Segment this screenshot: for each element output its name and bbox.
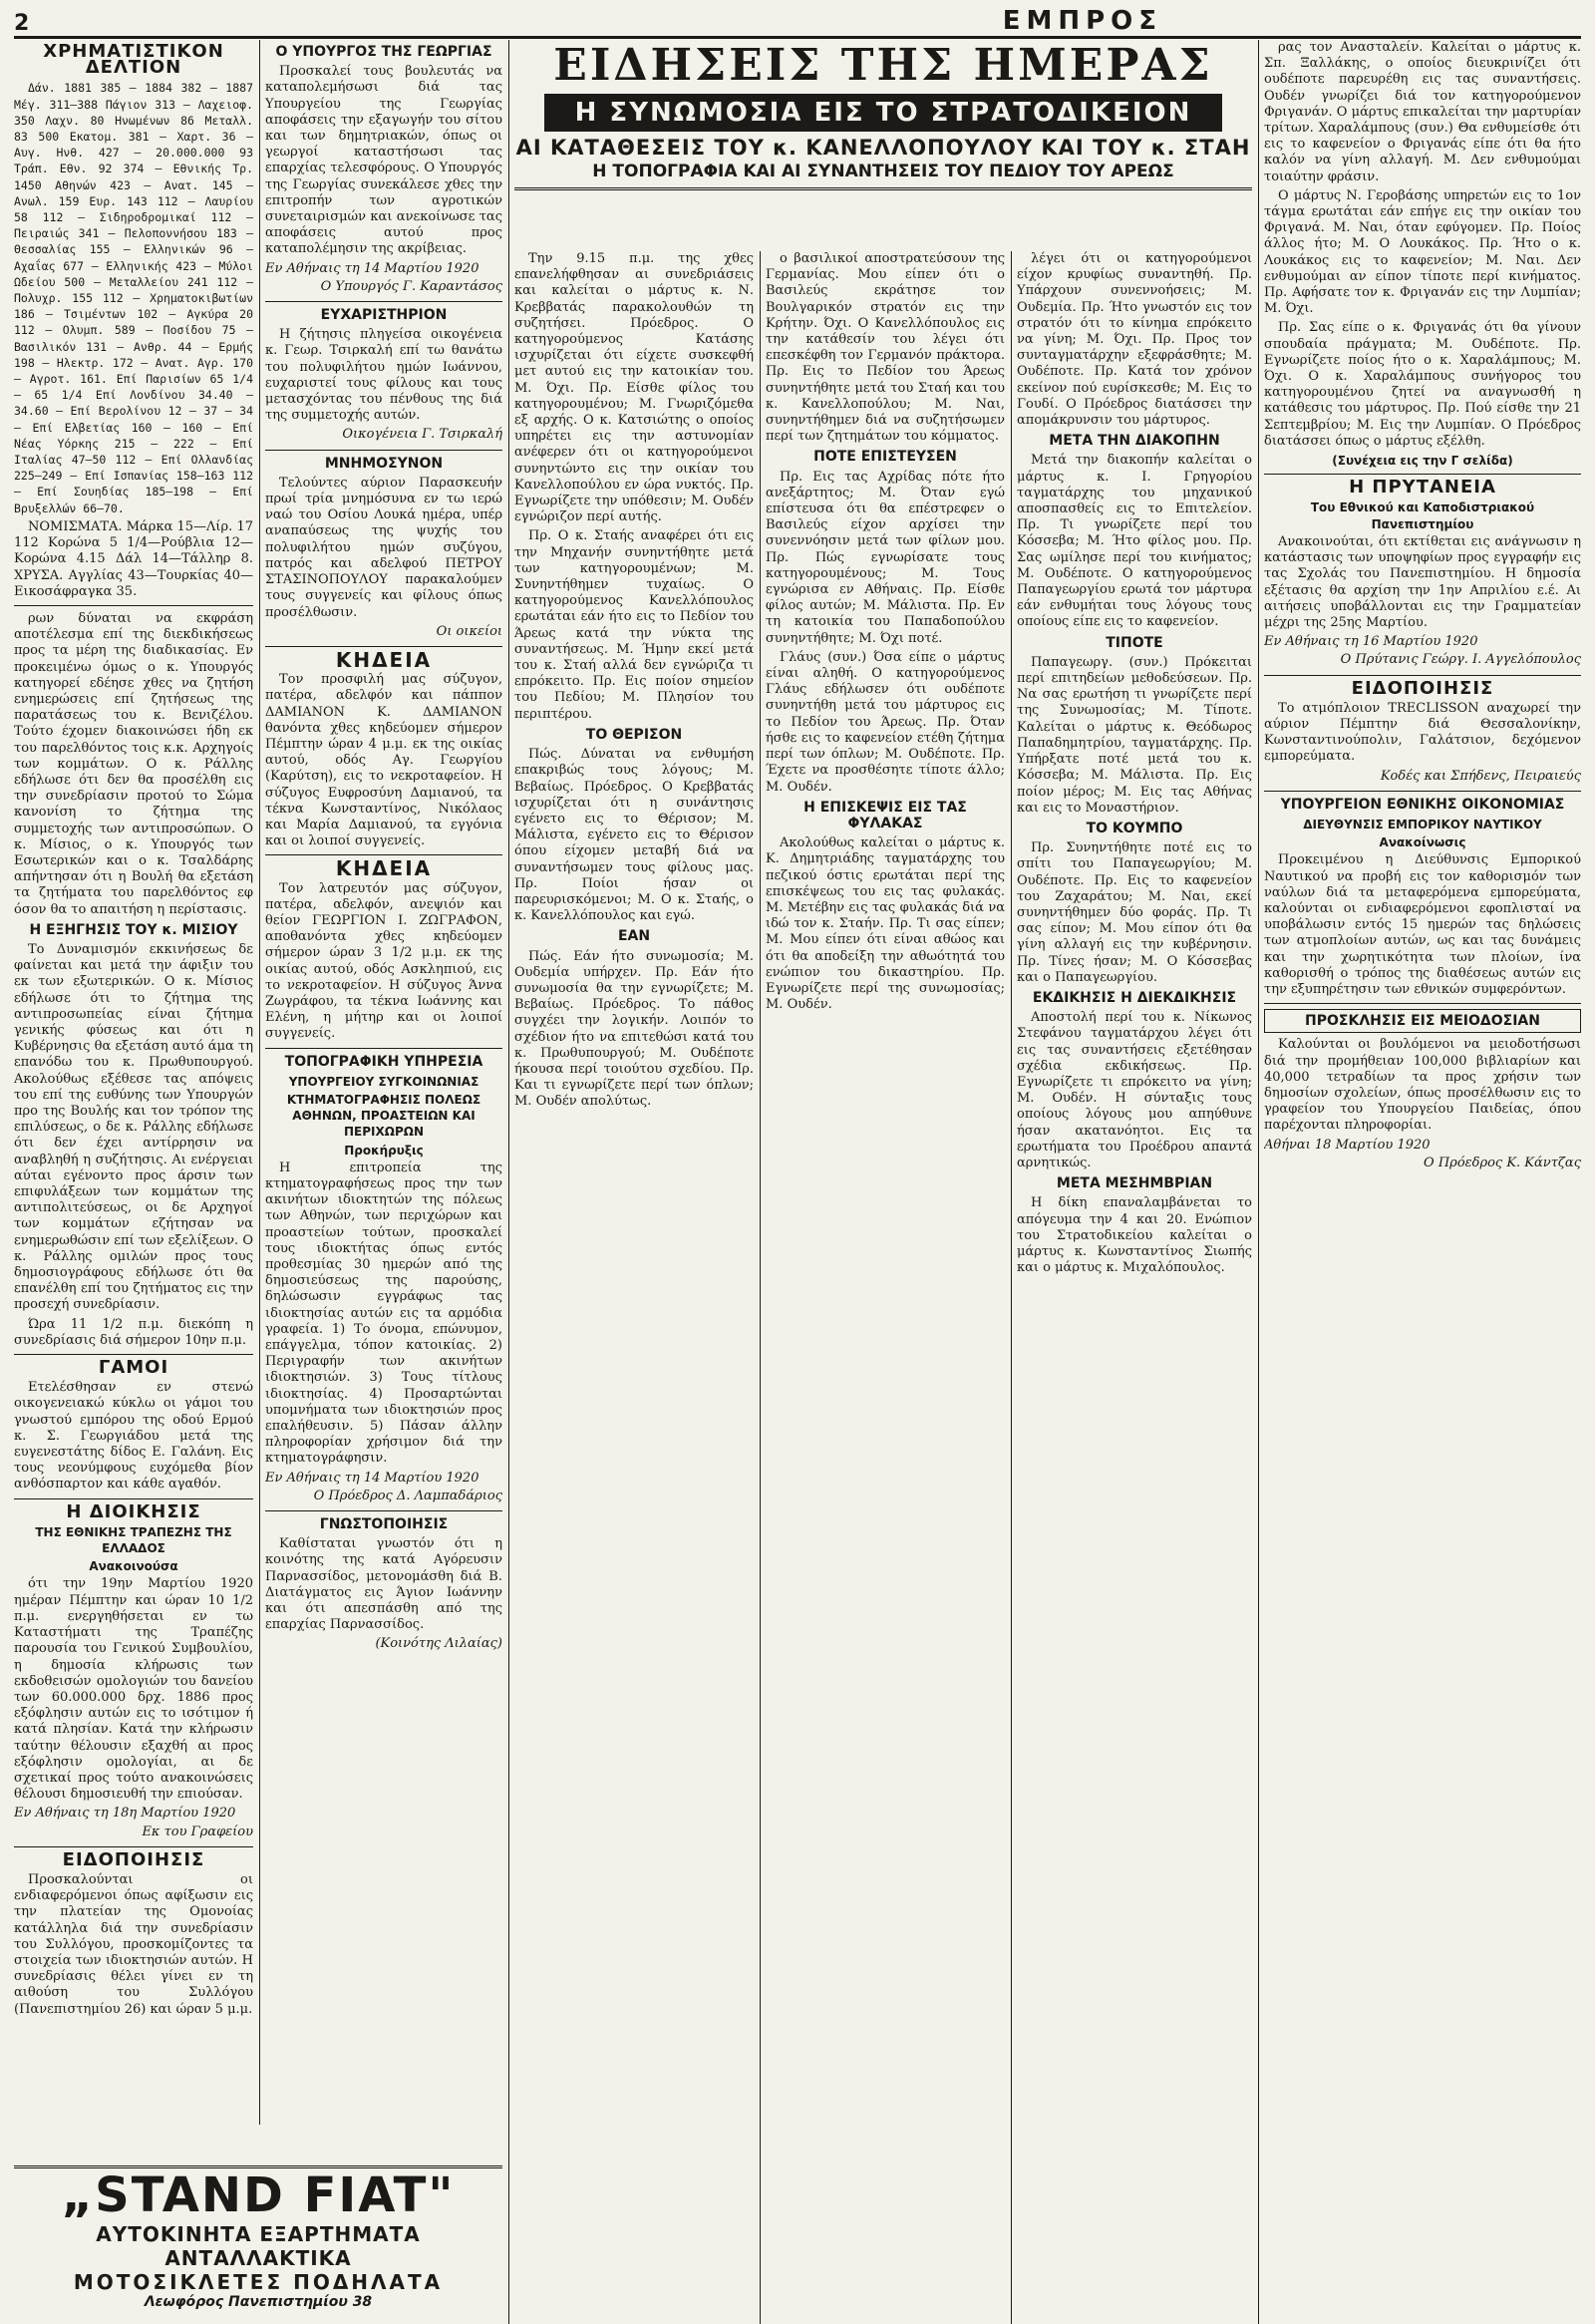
- thanks-title: ΕΥΧΑΡΙΣΤΗΡΙΟΝ: [320, 307, 448, 324]
- col5-text-6: Η δίκη επαναλαμβάνεται το απόγευμα την 4 και 20. Ενώπιον του Στρατοδικείου καλείται ο μάρτυς κ. Κωνσταντίνος Σιωπής και ο μάρτυς κ. Μιχαλόπουλος.: [1017, 1195, 1252, 1276]
- col5-title-3: ΤΙΠΟΤΕ: [1106, 634, 1163, 651]
- column-rule: [760, 251, 761, 2324]
- gnost-text: Καθίσταται γνωστόν ότι η κοινότης της κατά Αγόρευσιν Παρνασσίδος, μετονομάσθη διά Β. Διατάγματος εις Άγιον Ιωάννην και ότι απεσπάσθη από της επαρχίας Παρνασσίδος.: [265, 1536, 502, 1633]
- headline-subtitle-2: Η ΤΟΠΟΓΡΑΦΙΑ ΚΑΙ ΑΙ ΣΥΝΑΝΤΗΣΕΙΣ ΤΟΥ ΠΕΔΙΟΥ ΤΟΥ ΑΡΕΩΣ: [592, 162, 1174, 181]
- gnost-signature: (Κοινότης Λιλαίας): [375, 1636, 502, 1652]
- column-5: [1017, 251, 1252, 2324]
- nav-subtitle-2: Ανακοίνωσις: [1379, 835, 1466, 850]
- bank-text: ότι την 19ην Μαρτίου 1920 ημέραν Πέμπτην και ώραν 10 1/2 π.μ. ενεργηθήσεται εν τω Καταστήματι της Τραπέζης παρουσία του Γενικού Συμβουλίου, η δημοσία κλήρωσις των εκδοθεισών ομολογιών του δανείου των 60.000.000 δρχ. 1886 προς εξόφλησιν αυτών εις το ισότιμον ή κατά πλησίαν. Κατά την κλήρωσιν ταύτην θέλουσιν εξαχθή αι προς εξόφλησιν ομολογίαι, αι δε σχετικαί προς τούτο ανακοινώσεις θέλουσι δημοσιευθή την επιούσαν.: [14, 1576, 253, 1803]
- divider: [265, 301, 502, 302]
- thanks-text: Η ζήτησις πληγείσα οικογένεια κ. Γεωρ. Τσιρκαλή επί τω θανάτω του πολυφιλήτου ημών Ιωάννου, ευχαριστεί τους φίλους και τους μετασχόντας του πένθους της διά της συμμετοχής αυτών.: [265, 327, 502, 424]
- nav-subtitle: ΔΙΕΥΘΥΝΣΙΣ ΕΜΠΟΡΙΚΟΥ ΝΑΥΤΙΚΟΥ: [1303, 817, 1542, 831]
- topo-subtitle-3: Προκήρυξις: [344, 1143, 424, 1158]
- divider: [1264, 474, 1581, 475]
- thanks-signature: Οικογένεια Γ. Τσιρκαλή: [342, 427, 502, 443]
- col6-text-2: Ο μάρτυς Ν. Γεροβάσης υπηρετών εις το 1ον τάγμα ερωτάται εάν επήγε εις την οικίαν του Φριγανά. Μ. Ναι, όταν εφύγομεν. Πρ. Ποίος άλλος ήτο; Μ. Ο Λουκάκος. Πρ. Ήτο ο κ. Λουκάκος εις το καφενείον; Μ. Ναι. Δεν ενθυμούμαι αν είπον τίποτε περί κινήματος. Πρ. Αφήσατε τον κ. Φριγανάν εις την Λυμπίαν; Μ. Όχι.: [1264, 187, 1581, 317]
- bank-subtitle-2: Ανακοινούσα: [89, 1559, 178, 1574]
- minister-title: Ο ΥΠΟΥΡΓΟΣ ΤΗΣ ΓΕΩΡΓΙΑΣ: [275, 44, 492, 60]
- divider: [1264, 1003, 1581, 1004]
- divider: [14, 1498, 253, 1499]
- gamoi-text: Ετελέσθησαν εν στενώ οικογενειακώ κύκλω οι γάμοι του γνωστού εμπόρου της οδού Ερμού κ. Σ. Γεωργιάδου μετά της ευγενεστάτης δίδος Ε. Γαλάνη. Εις τους νεονύμφους ευχόμεθα βίον ανθόσπαρτον και κάθε αγαθόν.: [14, 1380, 253, 1493]
- topo-date: Εν Αθήναις τη 14 Μαρτίου 1920: [265, 1470, 479, 1486]
- therison-title: ΤΟ ΘΕΡΙΣΟΝ: [585, 726, 683, 743]
- ean-text: Πώς. Εάν ήτο συνωμοσία; Μ. Ουδεμία υπήρχεν. Πρ. Εάν ήτο συνωμοσία θα την εγνωρίζετε; Μ. Βεβαίως. Πρόεδρος. Το πάθος συγχέει την λογικήν. Λοιπόν το σχέδιον ήτο να επιτεθώσι κατά του κ. Πρωθυπουργού; Μ. Ουδέποτε ήκουσα περί τοιούτου σχεδίου. Πρ. Και τι εγνωρίζετε περί των όπλων; Μ. Ουδέν απολύτως.: [514, 948, 754, 1110]
- col4-text-1: ο βασιλικοί αποστρατεύσουν της Γερμανίας. Μου είπεν ότι ο Βασιλεύς εκράτησε τον Βουλγαρικόν στρατόν εις την Κρήτην. Όχι. Ο Κανελλόπουλος εις την κατάθεσίν του λέγει ότι επεσκέφθη τον Γερμανόν πράκτορα. Πρ. Εις το Πεδίον του Άρεως συνηντήθητε μετά του Σταή και του κ. Κανελλοπούλου; Μ. Ναι, συνηντήθημεν διά να συζητήσωμεν περί των ζητημάτων του κόμματος.: [766, 251, 1005, 445]
- kideia-1-title: ΚΗΔΕΙΑ: [335, 647, 433, 672]
- mnim-title: ΜΝΗΜΟΣΥΝΟΝ: [324, 455, 444, 472]
- fiat-line-3: ΜΟΤΟΣΙΚΛΕΤΕΣ ΠΟΔΗΛΑΤΑ: [73, 2270, 444, 2294]
- paper-signature: Ο Πρόεδρος Κ. Κάντζας: [1424, 1155, 1581, 1170]
- minister-signature: Ο Υπουργός Γ. Καραντάσος: [320, 278, 502, 294]
- paper-date: Αθήναι 18 Μαρτίου 1920: [1264, 1137, 1431, 1153]
- bank-title: Η ΔΙΟΙΚΗΣΙΣ: [66, 1500, 201, 1522]
- paper-text: Καλούνται οι βουλόμενοι να μειοδοτήσωσι διά την προμήθειαν 100,000 βιβλιαρίων και 40,000 τετραδίων τα προς χρήσιν των δημοσίων σχολείων, όπως προσέλθωσιν εις το γραφείον του Υπουργείου Παιδείας, όπου παρέχονται πληροφορίαι.: [1264, 1037, 1581, 1134]
- topo-subtitle-2: ΚΤΗΜΑΤΟΓΡΑΦΗΣΙΣ ΠΟΛΕΩΣ ΑΘΗΝΩΝ, ΠΡΟΑΣΤΕΙΩΝ ΚΑΙ ΠΕΡΙΧΩΡΩΝ: [286, 1092, 481, 1140]
- divider: [514, 187, 1252, 190]
- minister-date: Εν Αθήναις τη 14 Μαρτίου 1920: [265, 260, 479, 276]
- bank-signature: Εκ του Γραφείου: [142, 1824, 253, 1839]
- col5-title-5: ΕΚΔΙΚΗΣΙΣ Η ΔΙΕΚΔΙΚΗΣΙΣ: [1032, 989, 1237, 1006]
- topo-text: Η επιτροπεία της κτηματογραφήσεως προς την των ακινήτων ιδιοκτητών της πόλεως των Αθηνών, των περιχώρων και προαστείων τούτων, προσκαλεί τους ιδιοκτήτας όπως εντός προθεσμίας 30 ημερών από της δημοσιεύσεως της παρούσης, δηλώσωσιν εγγράφως τας ιδιοκτησίας αυτών εις τα αρμόδια γραφεία. 1) Το όνομα, επώνυμον, επάγγελμα, τόπον κατοικίας. 2) Περιγραφήν των ακινήτων ιδιοκτησιών. 3) Τους τίτλους ιδιοκτησίας. 4) Προσαρτώνται υπομνήματα των ιδιοκτησιών προς επαλήθευσιν. 5) Πάσαν άλλην πληροφορίαν χρήσιμον διά την κτηματογράφησιν.: [265, 1160, 502, 1467]
- column-2: [265, 40, 502, 2125]
- topo-title: ΤΟΠΟΓΡΑΦΙΚΗ ΥΠΗΡΕΣΙΑ: [284, 1053, 483, 1070]
- col5-text-3: Παπαγεωργ. (συν.) Πρόκειται περί επιτηδείων μεθοδεύσεων. Πρ. Να σας ερωτήση τι γνωρίζετε περί της Συνωμοσίας; Μ. Τίποτε. Καλείται ο μάρτυς κ. Θεόδωρος Παπαδημητρίου, ταγματάρχης. Πρ. Υπήρξατε ποτέ μετά του κ. Κόσσεβα; Μ. Μάλιστα. Πρ. Εις ποίον μέρος; Μ. Εις τας Αθήνας και εις το Μοναστήριον.: [1017, 654, 1252, 816]
- pryt-title: Η ΠΡΥΤΑΝΕΙΑ: [1349, 477, 1496, 498]
- fiat-line-2: ΑΥΤΟΚΙΝΗΤΑ ΕΞΑΡΤΗΜΑΤΑ ΑΝΤΑΛΛΑΚΤΙΚΑ: [96, 2222, 421, 2270]
- coins-text: ΝΟΜΙΣΜΑΤΑ. Μάρκα 15—Λίρ. 17 112 Κορώνα 5 1/4—Ρούβλια 12—Κορώνα 4.15 Δάλ 14—Τάλληρ 8. ΧΡΥΣΑ. Αγγλίας 43—Τουρκίας 40—Εικοσάφραγκα 35.: [14, 518, 253, 599]
- eidop-6-title: ΕΙΔΟΠΟΙΗΣΙΣ: [1351, 677, 1494, 699]
- column-4: [766, 251, 1005, 2324]
- column-3: [514, 251, 754, 2324]
- bank-subtitle: ΤΗΣ ΕΘΝΙΚΗΣ ΤΡΑΠΕΖΗΣ ΤΗΣ ΕΛΛΑΔΟΣ: [35, 1524, 232, 1556]
- next-session: Ώρα 11 1/2 π.μ. διεκόπη η συνεδρίασις διά σήμερον 10ην π.μ.: [14, 1316, 253, 1348]
- nav-text: Προκειμένου η Διεύθυνσις Εμπορικού Ναυτικού να προβή εις τον καθορισμόν των ναύλων διά τα μεταφερόμενα εμπορεύματα, καλούνται οι ενδιαφερόμενοι εφοπλισταί να υποβάλωσιν εντός 15 ημερών τας δηλώσεις των ατμοπλοίων αυτών, ως και τας δυνάμεις και την χωρητικότητα των πλοίων, ίνα καθορισθή ο τρόπος της διαθέσεως αυτών εις την εξυπηρέτησιν των εθνικών συμφερόντων.: [1264, 852, 1581, 997]
- eidop-title: ΕΙΔΟΠΟΙΗΣΙΣ: [62, 1848, 205, 1870]
- column-rule: [1011, 251, 1012, 2324]
- paper-title: ΠΡΟΣΚΛΗΣΙΣ ΕΙΣ ΜΕΙΟΔΟΣΙΑΝ: [1264, 1009, 1581, 1033]
- col5-text-2: Μετά την διακοπήν καλείται ο μάρτυς κ. Ι. Γρηγορίου ταγματάρχης του μηχανικού αποσπασθείς εις το Επιτελείον. Πρ. Τι γνωρίζετε περί του Κόσσεβα; Μ. Ήτο φίλος μου. Πρ. Σας ωμίλησε περί του κινήματος; Μ. Ουδέποτε. Ο κατηγορούμενος Παπαγεωργίου ερωτά τον μάρτυρα εάν ενθυμήται τους λόγους τους οποίους είπε εις το καφενείον.: [1017, 453, 1252, 630]
- paper-name: ΕΜΠΡΟΣ: [1002, 6, 1162, 36]
- pryt-text: Ανακοινούται, ότι εκτίθεται εις ανάγνωσιν η κατάστασις των υποψηφίων προς εγγραφήν εις τας Σχολάς του Πανεπιστημίου. Η δημοσία εξέτασις θα αρχίση την 1ην Απριλίου ε.έ. Αι αιτήσεις υποβάλλονται εις την Γραμματείαν μέχρι της 25ης Μαρτίου.: [1264, 533, 1581, 630]
- divider: [14, 605, 253, 606]
- pryt-subtitle: Του Εθνικού και Καποδιστριακού Πανεπιστημίου: [1310, 500, 1535, 531]
- market-text: Δάν. 1881 385 — 1884 382 — 1887 Μέγ. 311—388 Πάγιον 313 — Λαχειοφ. 350 Λαχν. 80 Ηνωμένων 86 Μεταλλ. 83 500 Εκατομ. 381 — Χαρτ. 36 — Αυγ. Ηνθ. 427 — 20.000.000 93 Τράπ. Εθν. 92 374 — Εθνικής Τρ. 1450 Αθηνών 423 — Ανατ. 145 — Ανωλ. 159 Ευρ. 143 112 — Λαυρίου 58 112 — Σιδηροδρομικαί 112 — Πειραιώς 341 — Πελοποννήσου 183 — Θεσσαλίας 155 — Ελληνικών 96 — Αχαΐας 677 — Ελληνικής 423 — Μύλοι Ωδείου 500 — Μεταλλείου 241 112 — Πολυχρ. 155 112 — Χρηματοκιβωτίων 186 — Τσιμέντων 102 — Αγκύρα 20 112 — Ολυμπ. 589 — Ποσίδου 75 — Βασιλικόν 131 — Ανθρ. 44 — Ερμής 198 — Ηλεκτρ. 172 — Ανατ. Αγρ. 170 — Αγροτ. 161. Επί Παρισίων 65 1/4 — 65 1/4 Επί Λονδίνου 34.40 — 34.60 — Επί Βερολίνου 12 — 37 — 34 — Επί Ελβετίας 160 — 160 — Επί Νέας Υόρκης 215 — 222 — Επί Ιταλίας 47—50 112 — Επί Ολλανδίας 225—249 — Επί Ισπανίας 158—163 112 — Επί Σουηδίας 185—198 — Επί Βρυξελλών 66—70.: [14, 81, 253, 515]
- continued-note: (Συνέχεια εις την Γ σελίδα): [1332, 454, 1513, 469]
- eidop-6-signature: Κοδές και Σπήδενς, Πειραιεύς: [1380, 768, 1581, 784]
- col5-title-4: ΤΟ ΚΟΥΜΠΟ: [1086, 820, 1183, 836]
- main-headline-block: [514, 40, 1252, 249]
- headline-subtitle: ΑΙ ΚΑΤΑΘΕΣΕΙΣ ΤΟΥ κ. ΚΑΝΕΛΛΟΠΟΥΛΟΥ ΚΑΙ ΤΟΥ κ. ΣΤΑΗ: [515, 136, 1251, 160]
- politics-text: ρων δύναται να εκφράση αποτέλεσμα επί της διεκδικήσεως προς τα μέρη της διαδικασίας. Εν προκειμένω όμως ο κ. Υπουργός κατηγορεί εδέησε χθες να ζητήση ενημερώσεις επί ζητήσεως της παρατάσεως του κ. Βενιζέλου. Τούτο έχομεν διακοινώσει ήδη εκ του παρελθόντος τοις κ.κ. Αρχηγοίς των κομμάτων. Ο κ. Ράλλης εδήλωσε ότι δεν θα προσέλθη εις την συνεδρίασιν προτού το Σώμα κανονίση το ζήτημα της συμμετοχής των αντιπροσώπων. Ο κ. Μίσιος, ο κ. Υπουργός των Εσωτερικών και ο κ. Τσαλδάρης απήντησαν ότι η Βουλή θα εξετάση τα ζητήματα του παρελθόντος εφ όσον θα το απαιτήση η περίστασις.: [14, 610, 253, 917]
- col6-text-1: ρας τον Ανασταλείν. Καλείται ο μάρτυς κ. Σπ. Ξαλλάκης, ο οποίος διευκρινίζει ότι ουδέποτε παρευρέθη εις τας συναντήσεις. Ουδέν γνωρίζει διά τον κατηγορούμενον Φριγανάν. Ο μάρτυς επικαλείται την μαρτυρίαν τρίτων. Χαραλάμπους (συν.) Θα ενθυμείσθε ότι εις το καφενείον ο Φριγανάς είπε ότι θα ήτο καλόν να γίνη αλλαγή. Μ. Δεν ενθυμούμαι τοιαύτην φράσιν.: [1264, 40, 1581, 184]
- col5-title-6: ΜΕΤΑ ΜΕΣΗΜΒΡΙΑΝ: [1056, 1175, 1213, 1192]
- col6-text-3: Πρ. Σας είπε ο κ. Φριγανάς ότι θα γίνουν σπουδαία πράγματα; Μ. Ουδέποτε. Πρ. Εγνωρίζετε ποίος ήτο ο κ. Χαραλάμπους; Μ. Όχι. Ο κ. Χαραλάμπους συνήγορος του κατηγορουμένου ζητεί να αναγνωσθή η κατάθεσις του μάρτυρος. Πρ. Πού είσθε την 21 Σεπτεμβρίου; Μ. Εις την Λυμπίαν. Ο Πρόεδρος διατάσσει όπως ο μάρτυς εξέλθη.: [1264, 320, 1581, 449]
- nav-title: ΥΠΟΥΡΓΕΙΟΝ ΕΘΝΙΚΗΣ ΟΙΚΟΝΟΜΙΑΣ: [1280, 796, 1565, 813]
- pryt-signature: Ο Πρύτανις Γεώργ. Ι. Αγγελόπουλος: [1340, 652, 1581, 668]
- divider: [265, 450, 502, 451]
- misios-text: Το Δυναμισμόν εκκινήσεως δε φαίνεται και μετά την άφιξιν του εκ των εξωτερικών. Ο κ. Μίσιος εδήλωσε ότι το ζήτημα της αντιπροσωπείας είναι ζήτημα γενικής φύσεως και ότι η Κυβέρνησις θα εξετάση αυτό άμα τη επανόδω του κ. Πρωθυπουργού. Ακολούθως εξέθεσε τας απόψεις του επί της ευθύνης των Υπουργών προ της Βουλής και τον τρόπον της επιλύσεως, ο δε κ. Ράλλης εδήλωσε ότι δεν έχει αντίρρησιν να αναβληθή η συζήτησις. Αι ενέργειαι αύται εγένοντο προς άρσιν των επιφυλάξεων των κομμάτων της αντιπολιτεύσεως, οι δε Αρχηγοί των κομμάτων εζήτησαν να ενημερωθώσιν επί των εξελίξεων. Ο κ. Ράλλης ομιλών προς τους δημοσιογράφους εδήλωσε ότι θα επανέλθη επί του ζητήματος εις την προσεχή συνεδρίασιν.: [14, 941, 253, 1313]
- col5-text-5: Αποστολή περί του κ. Νίκωνος Στεφάνου ταγματάρχου λέγει ότι εις τας συναντήσεις εξετέθησαν σχέδια εκδικήσεως. Πρ. Εγνωρίζετε τι επρόκειτο να γίνη; Μ. Ουδέν. Η σύνταξις τους οποίους λόγους μου απηύθυνε ήσαν ακατανόητοι. Εις τα ερωτήματα του Προέδρου απαντά αρνητικώς.: [1017, 1010, 1252, 1170]
- mnim-signature: Οι οικείοι: [436, 623, 502, 639]
- divider: [14, 1846, 253, 1847]
- news-title: ΕΙΔΗΣΕΙΣ ΤΗΣ ΗΜΕΡΑΣ: [553, 40, 1213, 91]
- col5-text-4: Πρ. Συνηντήθητε ποτέ εις το σπίτι του Παπαγεωργίου; Μ. Ουδέποτε. Πρ. Εις το καφενείον του Ζαχαράτου; Μ. Ναι, εκεί συνηντήθημεν δύο φοράς. Πρ. Τι σας είπον; Μ. Μου είπον ότι θα γίνη αλλαγή εις την κυβέρνησιν. Πρ. Τίνες ήσαν; Μ. Ο Κόσσεβας και ο Παπαγεωργίου.: [1017, 840, 1252, 985]
- divider: [1264, 675, 1581, 676]
- column-rule: [508, 40, 509, 2324]
- col5-title-2: ΜΕΤΑ ΤΗΝ ΔΙΑΚΟΠΗΝ: [1049, 433, 1220, 450]
- headline-banner: Η ΣΥΝΩΜΟΣΙΑ ΕΙΣ ΤΟ ΣΤΡΑΤΟΔΙΚΕΙΟΝ: [544, 94, 1222, 132]
- columns: [14, 40, 1581, 2324]
- stand-fiat-advert: [14, 2165, 502, 2324]
- column-6: [1264, 40, 1581, 2324]
- kideia-1-text: Τον προσφιλή μας σύζυγον, πατέρα, αδελφόν και πάππον ΔΑΜΙΑΝΟΝ Κ. ΔΑΜΙΑΝΟΝ θανόντα χθες κηδεύομεν σήμερον Πέμπτην ώραν 4 μ.μ. εκ της οικίας αυτού, οδός Αγ. Γεωργίου (Καρύτση), εις το νεκροταφείον. Η σύζυγος Ευφροσύνη Δαμιανού, τα τέκνα Κωνσταντίνος, Νικόλαος και Μαρία Δαμιανού, τα εγγόνια και οι λοιποί συγγενείς.: [265, 672, 502, 849]
- pryt-date: Εν Αθήναις τη 16 Μαρτίου 1920: [1264, 634, 1478, 650]
- divider: [14, 1354, 253, 1355]
- fiat-headline: „STAND FIAT": [61, 2167, 456, 2223]
- therison-text: Πώς. Δύναται να ενθυμήση επακριβώς τους λόγους; Μ. Βεβαίως. Πρόεδρος. Ο Κρεββατάς ισχυρίζεται ότι η συνάντησις εγένετο εις το Θέρισον; Μ. Μάλιστα, εγένετο εις το Θέρισον όπου είχομεν μεταβή διά να συναντήσωμεν τους φίλους μας. Πρ. Ποίοι ήσαν οι παρευρισκόμενοι; Μ. Ο κ. Σταής, ο κ. Κανελλόπουλος και εγώ.: [514, 747, 754, 924]
- topo-signature: Ο Πρόεδρος Δ. Λαμπαδάριος: [313, 1488, 502, 1503]
- column-rule: [259, 40, 260, 2125]
- col4-subtitle: Η ΕΠΙΣΚΕΨΙΣ ΕΙΣ ΤΑΣ ΦΥΛΑΚΑΣ: [803, 799, 967, 831]
- kideia-2-text: Τον λατρευτόν μας σύζυγον, πατέρα, αδελφόν, ανεψιόν και θείον ΓΕΩΡΓΙΟΝ Ι. ΖΩΓΡΑΦΟΝ, αποθανόντα χθες κηδεύομεν σήμερον ώραν 3 1/2 μ.μ. εκ της οικίας αυτού, οδός Ασκληπιού, εις το νεκροταφείον. Η σύζυγος Άννα Ζωγράφου, τα τέκνα Ιωάννης και Ελένη, η μήτηρ και οι λοιποί συγγενείς.: [265, 880, 502, 1042]
- gamoi-title: ΓΑΜΟΙ: [98, 1357, 169, 1379]
- mnim-text: Τελούντες αύριον Παρασκευήν πρωί τρία μνημόσυνα εν τω ιερώ ναώ του Οσίου Λουκά ημέρα, υπέρ αναπαύσεως της ψυχής του πολυφιλήτου ημών συζύγου, πατρός και αδελφού ΠΕΤΡΟΥ ΣΤΑΣΙΝΟΠΟΥΛΟΥ παρακαλούμεν τους συγγενείς και φίλους όπως προσέλθωσιν.: [265, 475, 502, 620]
- col4-text-4: Ακολούθως καλείται ο μάρτυς κ. Κ. Δημητριάδης ταγματάρχης του πεζικού όστις ερωτάται περί της επισκέψεως του εις τας φυλακάς. Μ. Μετέβην εις τας φυλακάς διά να ιδώ τον κ. Σταήν. Πρ. Τι σας είπεν; Μ. Μου είπεν ότι είναι αθώος και ότι θα αποδείξη την αθωότητά του ενώπιον του δικαστηρίου. Πρ. Εγνωρίζετε περί της συνωμοσίας; Μ. Ουδέν.: [766, 835, 1005, 1013]
- bank-date: Εν Αθήναις τη 18η Μαρτίου 1920: [14, 1806, 236, 1822]
- gnost-title: ΓΝΩΣΤΟΠΟΙΗΣΙΣ: [319, 1516, 449, 1533]
- misios-title: Η ΕΞΗΓΗΣΙΣ ΤΟΥ κ. ΜΙΣΙΟΥ: [29, 921, 238, 938]
- eidop-text: Προσκαλούνται οι ενδιαφερόμενοι όπως αφίξωσιν εις την πλατείαν της Ομονοίας κατάλληλα διά την συνεδρίασιν του Συλλόγου, προσκομίζοντες τα στοιχεία των ιδιοκτησιών αυτών. Η συνεδρίασις θέλει γίνει εν τη αιθούση του Συλλόγου (Πανεπιστημίου 26) και ώραν 5 μ.μ.: [14, 1871, 253, 2017]
- minister-text: Προσκαλεί τους βουλευτάς να καταπολεμήσωσι διά τας Υπουργείου της Γεωργίας αποφάσεις την εξαγωγήν του σίτου και των δημητριακών, όπως οι γεωργοί καταστήσωσι τας επαρχίας τελεσφόρους. Ο Υπουργός της Γεωργίας συνεκάλεσε χθες την επιτροπήν των αγροτικών συνεταιρισμών και ανεκοίνωσε τας αποφάσεις αυτού προς καταπολέμησιν της ακρίβειας.: [265, 64, 502, 257]
- col4-text-3: Γλάυς (συν.) Όσα είπε ο μάρτυς είναι αληθή. Ο κατηγορούμενος Γλάυς εδήλωσεν ότι ουδέποτε συνηντήθη μετά του μάρτυρος εις το Πεδίον του Άρεως. Πρ. Όταν ήσθε εις το καφενείον ετέθη ζήτημα περί των όπλων; Μ. Ουδέποτε. Πρ. Έχετε να προσθέσητε τίποτε άλλο; Μ. Ουδέν.: [766, 649, 1005, 795]
- divider: [265, 1048, 502, 1049]
- page-number: 2: [14, 11, 30, 36]
- kideia-2-title: ΚΗΔΕΙΑ: [335, 856, 433, 881]
- col5-text-1: λέγει ότι οι κατηγορούμενοι είχον κρυφίως συναντηθή. Πρ. Υπάρχουν συνεννοήσεις; Μ. Ουδεμία. Πρ. Ήτο γνωστόν εις τον στρατόν ότι το κίνημα επρόκειτο να γίνη; Μ. Όχι. Πρ. Προς τον συνταγματάρχην εξεφράσθητε; Μ. Ουδέποτε. Πρ. Κατά τον χρόνον εκείνον πού ευρίσκεσθε; Μ. Εις το Γουδί. Ο Πρόεδρος διατάσσει την απομάκρυνσιν του μάρτυρος.: [1017, 251, 1252, 429]
- column-rule: [1258, 40, 1259, 2324]
- col4-title-2: ΠΟΤΕ ΕΠΙΣΤΕΥΣΕΝ: [813, 449, 957, 466]
- masthead: [14, 8, 1581, 39]
- col3-text-2: Πρ. Ο κ. Σταής αναφέρει ότι εις την Μηχανήν συνηντήθητε μετά των κατηγορουμένων; Μ. Συνηντήθημεν τυχαίως. Ο κατηγορούμενος Κανελλόπουλος ερωτάται εάν ήτο εις το Πεδίον του Άρεως κατά την νύκτα της συναντήσεως. Μ. Ήμην εκεί μετά του κ. Σταή αλλά δεν εγνώριζα τι επρόκειτο. Πρ. Εις ποίον σημείον του Πεδίου; Μ. Πλησίον του περιπτέρου.: [514, 528, 754, 722]
- fiat-address: Λεωφόρος Πανεπιστημίου 38: [144, 2294, 373, 2310]
- divider: [265, 854, 502, 855]
- topo-subtitle: ΥΠΟΥΡΓΕΙΟΥ ΣΥΓΚΟΙΝΩΝΙΑΣ: [288, 1074, 479, 1089]
- ean-title: ΕΑΝ: [617, 928, 651, 945]
- col3-text-1: Την 9.15 π.μ. της χθες επανελήφθησαν αι συνεδριάσεις και καλείται ο μάρτυς κ. Ν. Κρεββατάς παρακολουθών τη συζητήσει. Πρόεδρος. Ο κατηγορούμενος Κατάσης ισχυρίζεται ότι είχετε συσκεφθή μετ αυτού εις την κατοικίαν του. Μ. Όχι. Πρ. Είσθε φίλος του κατηγορουμένου; Μ. Γνωριζόμεθα εξ αρχής. Ο κ. Κατσιώτης ο οποίος υπηρέτει εις την αστυνομίαν ανέφερεν ότι οι κατηγορούμενοι συνηντώντο εις την οικίαν του Κανελλοπούλου εν ώρα νυκτός. Πρ. Εγνωρίζετε την υπόθεσιν; Μ. Ουδέν εγνώριζον περί αυτής.: [514, 251, 754, 525]
- divider: [1264, 791, 1581, 792]
- col4-text-2: Πρ. Εις τας Αχρίδας πότε ήτο ανεξάρτητος; Μ. Όταν εγώ επίστευσα ότι θα επέστρεφεν ο Βασιλεύς είχον αρχίσει την συνεννόησιν μετά των φίλων μου. Πρ. Πώς εγνωρίσατε τους κατηγορουμένους; Μ. Τους εγνώρισα εν Αθήναις. Πρ. Είσθε φίλος αυτών; Μ. Μάλιστα. Πρ. Εν τη κατοικία του Παπαδοπούλου συνηντήθητε; Μ. Όχι ποτέ.: [766, 469, 1005, 646]
- divider: [265, 646, 502, 647]
- column-1: [14, 40, 253, 2324]
- divider: [265, 1510, 502, 1511]
- eidop-6-text: Το ατμόπλοιον TRECLISSON αναχωρεί την αύριον Πέμπτην διά Θεσσαλονίκην, Κωνσταντινούπολιν, Γαλάτσιον, δεχόμενον εμπορεύματα.: [1264, 700, 1581, 765]
- market-title: ΧΡΗΜΑΤΙΣΤΙΚΟΝ ΔΕΛΤΙΟΝ: [43, 41, 224, 79]
